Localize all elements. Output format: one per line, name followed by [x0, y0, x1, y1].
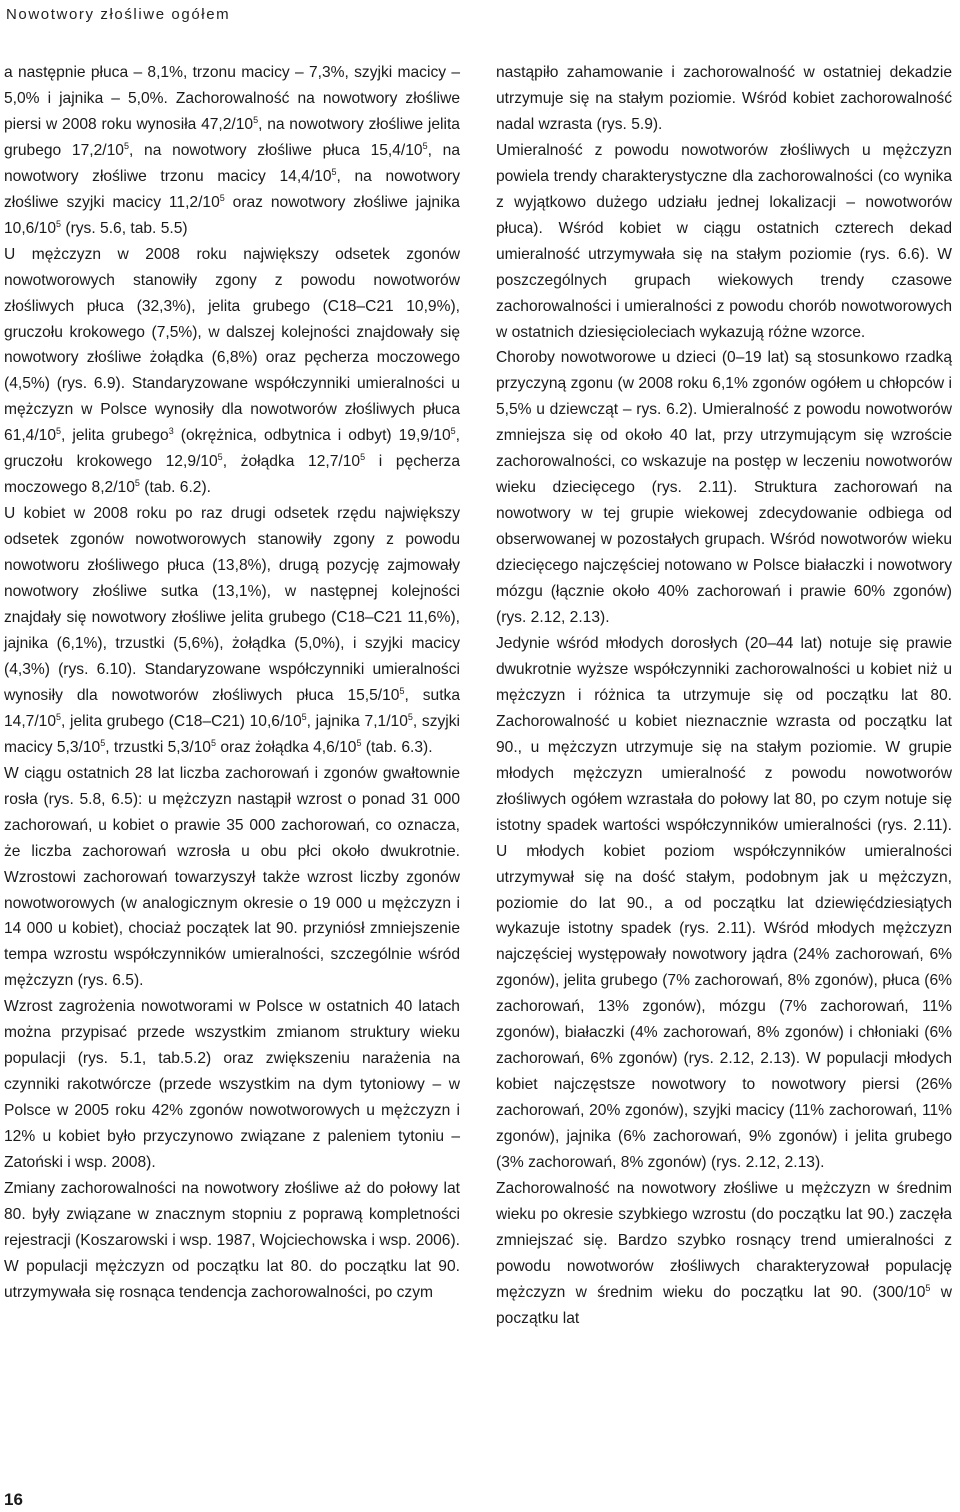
superscript-exponent: 5: [100, 737, 106, 748]
paragraph: [4, 994, 460, 1176]
paragraph-text: U kobiet w 2008 roku po raz drugi odsetek rzędu największy odsetek zgonów nowotworowych stanowiły zgony z powodu nowotworu złośliwego płuca (13,8%), drugą pozycję zajmowały nowotwory złośliwe sutka (13,1%), w następnej kolejności znajdały się nowotwory złośliwe jelita grubego (C18–C21 11,6%), jajnika (6,1%), trzustki (5,6%), żołądka (5,0%), i szyjki macicy (4,3%) (rys. 6.10). Standaryzowane współczynniki umieralności wynosiły dla nowotworów złośliwych płuca 15,5/10: [4, 505, 460, 704]
paragraph-text: a następnie płuca – 8,1%, trzonu macicy – 7,3%, szyjki macicy – 5,0% i jajnika – 5,0%. Zachorowalność na nowotwory złośliwe piersi w 2008 roku wynosiła 47,2/10: [4, 64, 460, 133]
superscript-exponent: 5: [331, 166, 337, 177]
paragraph-text: , żołądka 12,7/10: [222, 453, 361, 471]
paragraph: [4, 501, 460, 761]
paragraph-text: (okrężnica, odbytnica i odbyt) 19,9/10: [173, 427, 451, 445]
paragraph: [496, 60, 952, 138]
superscript-exponent: 5: [301, 711, 307, 722]
paragraph: [496, 345, 952, 630]
paragraph-text: oraz nowotwory złośliwe jajnika 10,6/10: [4, 193, 460, 237]
paragraph: [4, 60, 460, 242]
superscript-exponent: 5: [253, 114, 259, 125]
paragraph-text: w początku lat: [496, 1283, 953, 1327]
paragraph-text: oraz żołądka 4,6/10: [216, 738, 357, 756]
superscript-exponent: 5: [123, 140, 129, 151]
superscript-exponent: 5: [56, 711, 62, 722]
superscript-exponent: 5: [219, 192, 225, 203]
superscript-exponent: 5: [356, 737, 362, 748]
superscript-exponent: 5: [210, 737, 216, 748]
paragraph-text: (tab. 6.3).: [361, 738, 433, 756]
paragraph-text: Umieralność z powodu nowotworów złośliwych u mężczyzn powiela trendy charakterystyczne dla zachorowalności (co wynika z wyjątkowo dużego udziału jednej lokalizacji – nowotworów płuca). Wśród kobiet w ciągu ostatnich czterech dekad umieralność utrzymywała się na stałym poziomie (rys. 6.6). W poszczególnych grupach wiekowych trendy czasowe zachorowalności i umieralności z powodu chorób nowotworowych w ostatnich dziesięcioleciach wykazują różne wzorce.: [496, 141, 952, 341]
superscript-exponent: 5: [925, 1282, 931, 1293]
paragraph-text: , jajnika 7,1/10: [306, 712, 408, 730]
paragraph-text: , na nowotwory złośliwe jelita grubego 17,2/10: [4, 115, 460, 159]
text-column-left: [4, 60, 460, 1306]
paragraph-text: , jelita grubego: [61, 427, 169, 445]
running-header: Nowotwory złośliwe ogółem: [6, 6, 231, 23]
paragraph: [496, 1176, 952, 1332]
superscript-exponent: 5: [56, 426, 62, 437]
paragraph-text: , gruczołu krokowego 12,9/10: [4, 427, 461, 471]
paragraph-text: , trzustki 5,3/10: [105, 738, 211, 756]
superscript-exponent: 3: [168, 426, 174, 437]
superscript-exponent: 5: [56, 218, 62, 229]
paragraph-text: (rys. 5.6, tab. 5.5): [61, 219, 188, 237]
page-number: 16: [4, 1490, 23, 1509]
paragraph-text: , na nowotwory złośliwe trzonu macicy 14,4/10: [4, 141, 461, 185]
paragraph-text: (tab. 6.2).: [139, 479, 211, 497]
paragraph-text: , szyjki macicy 5,3/10: [4, 712, 461, 756]
paragraph-text: Wzrost zagrożenia nowotworami w Polsce w ostatnich 40 latach można przypisać przede wszystkim zmianom struktury wieku populacji (rys. 5.1, tab.5.2) oraz zwiększeniu narażenia na czynniki rakotwórcze (przede wszystkim na dym tytoniowy – w Polsce w 2005 roku 42% zgonów nowotworowych u mężczyzn i 12% u kobiet było przyczynowo związane z paleniem tytoniu – Zatoński i wsp. 2008).: [4, 998, 460, 1172]
paragraph-text: Jedynie wśród młodych dorosłych (20–44 lat) notuje się prawie dwukrotnie wyższe współczynniki zachorowalności u kobiet niż u mężczyzn i różnica ta utrzymuje się od początku lat 80. Zachorowalność u kobiet nieznacznie wzrasta od początku lat 90., u mężczyzn utrzymuje się na stałym poziomie. W grupie młodych mężczyzn umieralność z powodu nowotworów złośliwych ogółem wzrastała do połowy lat 80, po czym notuje się istotny spadek wartości współczynników umieralności (rys. 2.11). U młodych kobiet poziom współczynników umieralności utrzymywał się na dość stałym, podobnym jak u mężczyzn, poziomie do lat 90., a od początku lat dziewięćdziesiątych wykazuje istotny spadek (rys. 2.11). Wśród młodych mężczyzn najczęściej występowały nowotwory jądra (24% zachorowań, 6% zgonów), jelita grubego (7% zachorowań, 8% zgonów), płuca (6% zachorowań, 13% zgonów), mózgu (7% zachorowań, 11% zgonów), białaczki (4% zachorowań, 8% zgonów) i chłoniaki (6% zachorowań, 6% zgonów) (rys. 2.12, 2.13). W populacji młodych kobiet najczęstsze nowotwory to nowotwory piersi (26% zachorowań, 20% zgonów), szyjki macicy (11% zachorowań, 11% zgonów), jajnika (6% zachorowań, 9% zgonów) i jelita grubego (3% zachorowań, 8% zgonów) (rys. 2.12, 2.13).: [496, 634, 952, 1172]
paragraph: [496, 138, 952, 346]
paragraph-text: , jelita grubego (C18–C21) 10,6/10: [61, 712, 302, 730]
paragraph-text: , sutka 14,7/10: [4, 686, 461, 730]
superscript-exponent: 5: [360, 452, 366, 463]
superscript-exponent: 5: [134, 478, 140, 489]
paragraph-text: Zachorowalność na nowotwory złośliwe u mężczyzn w średnim wieku po okresie szybkiego wzrostu (do początku lat 90.) zaczęła zmniejszać się. Bardzo szybko rosnący trend umieralności z powodu nowotworów złośliwych charakteryzował populację mężczyzn w średnim wieku do początku lat 90. (300/10: [496, 1179, 952, 1301]
superscript-exponent: 5: [217, 452, 223, 463]
paragraph-text: W ciągu ostatnich 28 lat liczba zachorowań i zgonów gwałtownie rosła (rys. 5.8, 6.5): u mężczyzn nastąpił wzrost o ponad 31 000 zachorowań, u kobiet o prawie 35 000 zachorowań, co oznacza, że liczba zachorowań wzrosła u obu płci około dwukrotnie. Wzrostowi zachorowań towarzyszył także wzrost liczby zgonów nowotworowych (w analogicznym okresie o 19 000 u mężczyzn i 14 000 u kobiet), chociaż początek lat 90. przyniósł zmniejszenie tempa wzrostu współczynników umieralności, szczególnie wśród mężczyzn (rys. 6.5).: [4, 764, 460, 990]
paragraph-text: Zmiany zachorowalności na nowotwory złośliwe aż do połowy lat 80. były związane w znacznym stopniu z poprawą kompletności rejestracji (Koszarowski i wsp. 1987, Wojciechowska i wsp. 2006). W populacji mężczyzn od początku lat 80. do początku lat 90. utrzymywała się rosnąca tendencja zachorowalności, po czym: [4, 1179, 460, 1301]
superscript-exponent: 5: [399, 685, 405, 696]
paragraph: [4, 242, 460, 502]
paragraph-text: U mężczyzn w 2008 roku największy odsetek zgonów nowotworowych stanowiły zgony z powodu nowotworów złośliwych płuca (32,3%), jelita grubego (C18–C21 10,9%), gruczołu krokowego (7,5%), w dalszej kolejności znajdowały się nowotwory złośliwe żołądka (6,8%) oraz pęcherza moczowego (4,5%) (rys. 6.9). Standaryzowane współczynniki umieralności u mężczyzn w Polsce wynosiły dla nowotworów złośliwych płuca 61,4/10: [4, 245, 460, 445]
paragraph-text: , na nowotwory złośliwe płuca 15,4/10: [128, 141, 423, 159]
text-column-right: [496, 60, 952, 1332]
paragraph: [4, 761, 460, 995]
paragraph-text: Choroby nowotworowe u dzieci (0–19 lat) są stosunkowo rzadką przyczyną zgonu (w 2008 roku 6,1% zgonów ogółem u chłopców i 5,5% u dziewcząt – rys. 6.2). Umieralność z powodu nowotworów zmniejsza się od około 40 lat, przy utrzymującym się wzroście zachorowalności, co wskazuje na postęp w leczeniu nowotworów wieku dziecięcego (rys. 2.11). Struktura zachorowań na nowotwory w tej grupie wiekowej zdecydowanie odbiega od obserwowanej w pozostałych grupach. Wśród nowotworów wieku dziecięcego najczęściej notowano w Polsce białaczki i nowotwory mózgu (łącznie około 40% zachorowań i prawie 60% zgonów) (rys. 2.12, 2.13).: [496, 349, 952, 627]
paragraph-text: nastąpiło zahamowanie i zachorowalność w ostatniej dekadzie utrzymuje się na stałym poziomie. Wśród kobiet zachorowalność nadal wzrasta (rys. 5.9).: [496, 64, 952, 133]
superscript-exponent: 5: [422, 140, 428, 151]
superscript-exponent: 5: [450, 426, 456, 437]
paragraph: [496, 631, 952, 1176]
superscript-exponent: 5: [407, 711, 413, 722]
paragraph: [4, 1176, 460, 1306]
paragraph-text: i pęcherza moczowego 8,2/10: [4, 453, 461, 497]
paragraph-text: , na nowotwory złośliwe szyjki macicy 11,2/10: [4, 167, 460, 211]
